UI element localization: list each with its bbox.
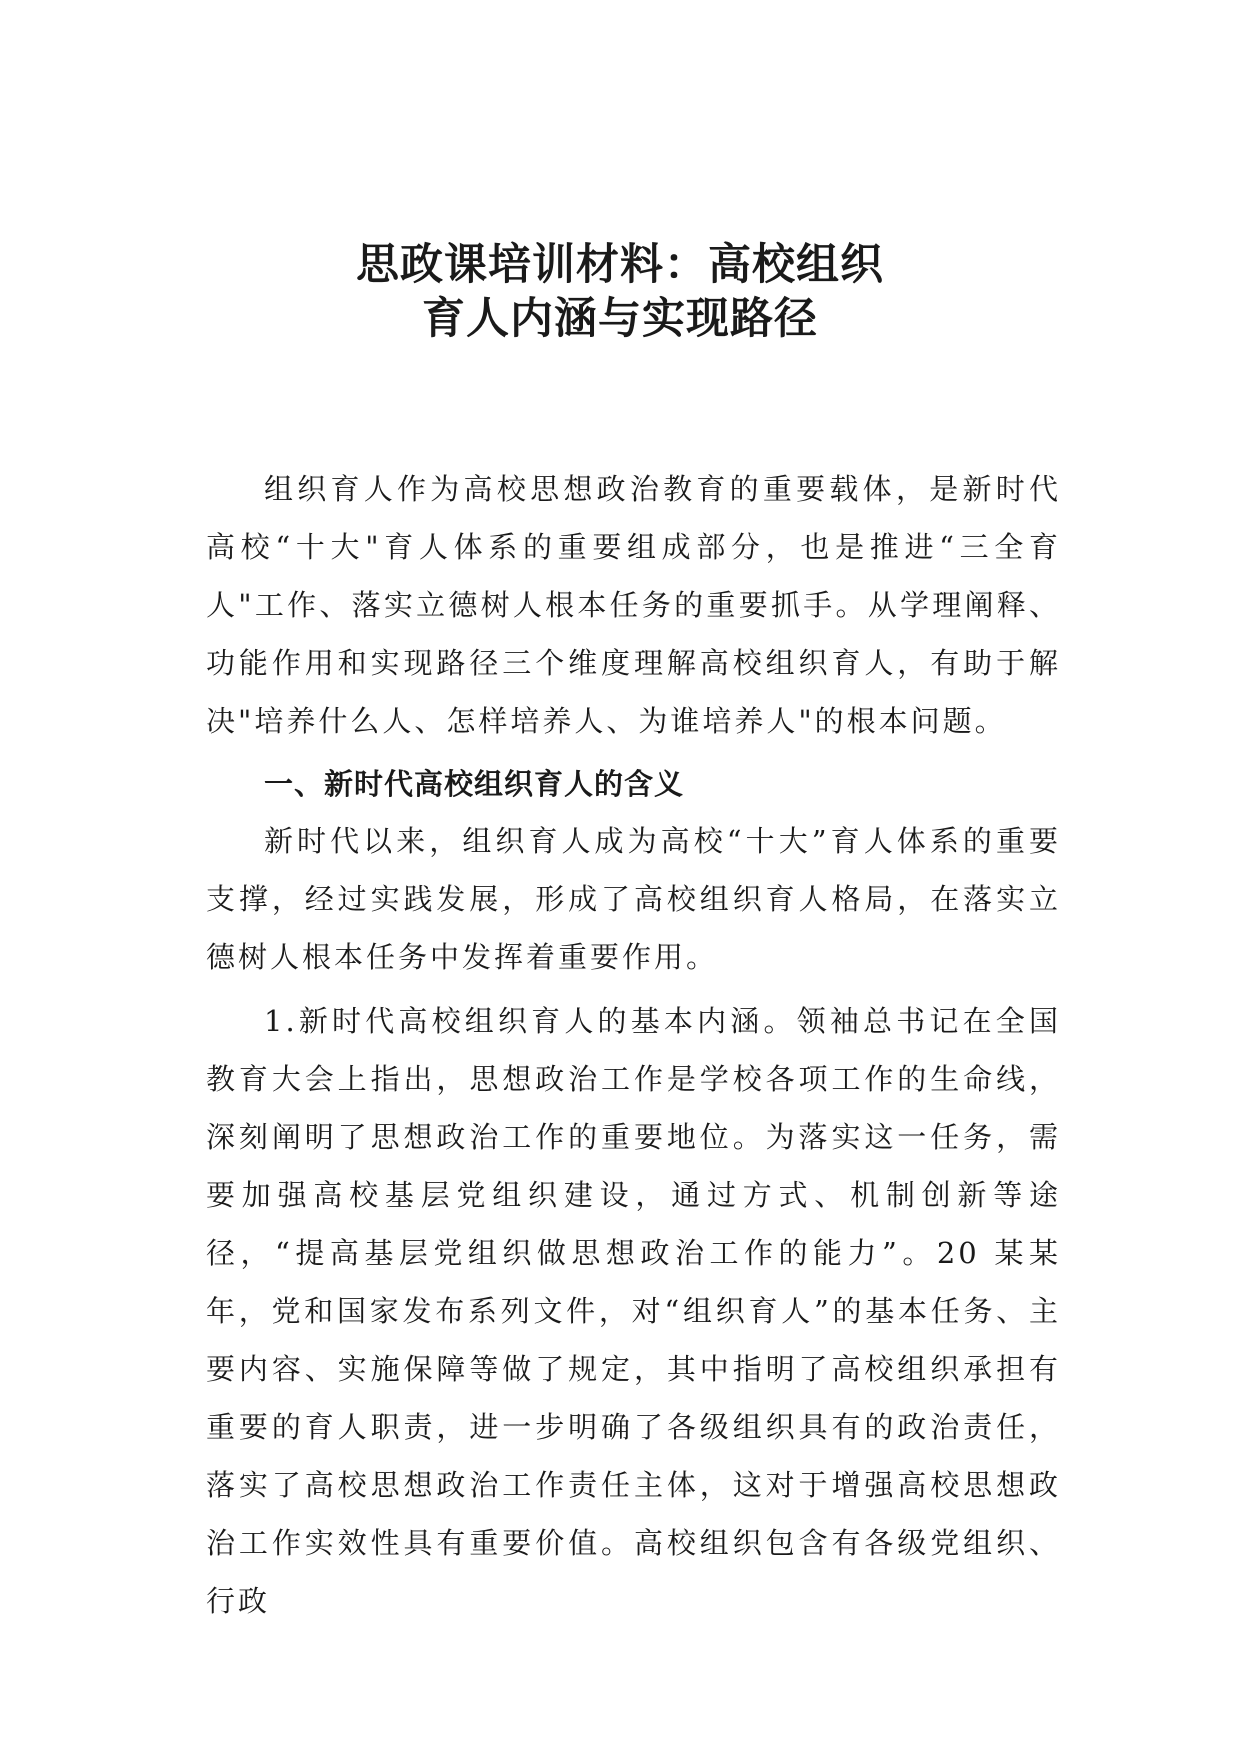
intro-paragraph: 组织育人作为高校思想政治教育的重要载体，是新时代高校“十大"育人体系的重要组成部分，也是推进“三全育人"工作、落实立德树人根本任务的重要抓手。从学理阐释、功能作用和实现路径三个维度理解高校组织育人，有助于解决"培养什么人、怎样培养人、为谁培养人"的根本问题。 — [206, 472, 1061, 738]
title-line-1: 思政课培训材料：高校组织 — [356, 240, 884, 290]
section-heading: 一、新时代高校组织育人的含义 — [264, 767, 685, 801]
document-body — [206, 460, 1061, 1630]
title-line-2: 育人内涵与实现路径 — [422, 294, 818, 344]
section-paragraph: 新时代以来，组织育人成为高校“十大”育人体系的重要支撑，经过实践发展，形成了高校组织育人格局，在落实立德树人根本任务中发挥着重要作用。 — [206, 824, 1061, 974]
subsection-paragraph: 1.新时代高校组织育人的基本内涵。领袖总书记在全国教育大会上指出，思想政治工作是学校各项工作的生命线，深刻阐明了思想政治工作的重要地位。为落实这一任务，需要加强高校基层党组织建设，通过方式、机制创新等途径，“提高基层党组织做思想政治工作的能力”。20 某某年，党和国家发布系列文件，对“组织育人”的基本任务、主要内容、实施保障等做了规定，其中指明了高校组织承担有重要的育人职责，进一步明确了各级组织具有的政治责任，落实了高校思想政治工作责任主体，这对于增强高校思想政治工作实效性具有重要价值。高校组织包含有各级党组织、行政 — [206, 1004, 1061, 1618]
document-title — [0, 238, 1240, 346]
